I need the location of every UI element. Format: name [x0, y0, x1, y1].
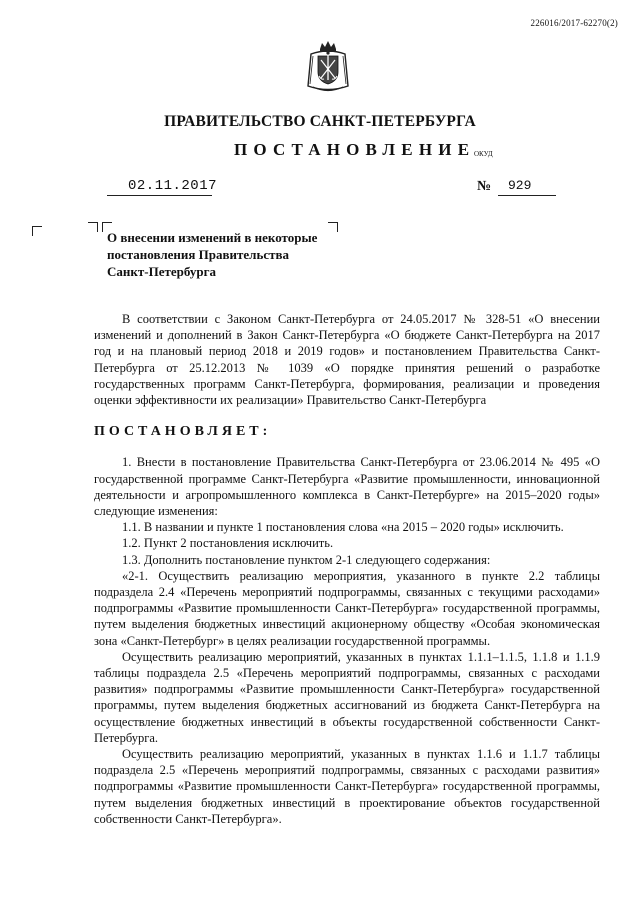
number-sign: № — [477, 179, 492, 194]
subject-bracket-right-outer — [88, 222, 98, 232]
preamble-paragraph: В соответствии с Законом Санкт-Петербурга от 24.05.2017 № 328-51 «О внесении изменений и дополнений в Закон Санкт-Петербурга «О бюджете Санкт-Петербурга на 2017 год и на плановый период 2018 и 2019 годов» и постановлением Правительства Санкт-Петербурга от 25.12.2013 № 1039 «О порядке принятия решений о разработке государственных программ Санкт-Петербурга, формирования, реализации и проведения оценки эффективности их реализации» Правительство Санкт-Петербурга — [94, 312, 600, 408]
item-2-1-paragraph: «2-1. Осуществить реализацию мероприятия, указанного в пункте 2.2 таблицы подраздела 2.4 «Перечень мероприятий подпрограммы, связанных с текущими расходами» подпрограммы «Развитие промышленности Санкт-Петербурга» государственной программы, путем выделения бюджетных инвестиций акционерному обществу «Особая экономическая зона «Санкт-Петербург» в целях реализации государственной программы. — [94, 568, 600, 648]
item-1-paragraph: 1. Внести в постановление Правительства Санкт-Петербурга от 23.06.2014 № 495 «О государственной программе Санкт-Петербурга «Развитие промышленности, инновационной деятельности и агропромышленного комплекса в Санкт-Петербурге» на 2015–2020 годы» следующие изменения: — [94, 455, 600, 519]
document-subject — [107, 229, 317, 280]
coat-of-arms-icon — [305, 40, 351, 96]
okud-label: ОКУД — [474, 150, 493, 158]
subject-line: Санкт-Петербурга — [107, 264, 216, 279]
item-1-1-paragraph: 1.1. В названии и пункте 1 постановления слова «на 2015 – 2020 годы» исключить. — [122, 520, 564, 535]
implementation-paragraph: Осуществить реализацию мероприятий, указанных в пунктах 1.1.1–1.1.5, 1.1.8 и 1.1.9 таблицы подраздела 2.5 «Перечень мероприятий подпрограммы, связанных с расходами развития» подпрограммы «Развитие промышленности Санкт-Петербурга» государственной программы, путем выделения бюджетных ассигнований из бюджета Санкт-Петербурга на осуществление бюджетных инвестиций в объекты государственной собственности Санкт-Петербурга. — [94, 649, 600, 745]
resolves-heading: ПОСТАНОВЛЯЕТ: — [94, 424, 272, 440]
subject-bracket-right — [328, 222, 338, 232]
document-type-title: ПОСТАНОВЛЕНИЕ — [234, 140, 476, 159]
date-underline — [107, 195, 212, 196]
item-1-2-paragraph: 1.2. Пункт 2 постановления исключить. — [122, 536, 334, 551]
number-underline — [498, 195, 556, 196]
implementation-paragraph: Осуществить реализацию мероприятий, указанных в пунктах 1.1.6 и 1.1.7 таблицы подраздела 2.5 «Перечень мероприятий подпрограммы, связанных с расходами развития» подпрограммы «Развитие промышленности Санкт-Петербурга» государственной программы, путем выделения бюджетных инвестиций в проектирование объектов государственной собственности Санкт-Петербурга». — [94, 747, 600, 826]
document-registration-number: 226016/2017-62270(2) — [530, 18, 618, 28]
subject-line: постановления Правительства — [107, 247, 289, 262]
left-margin-bracket — [32, 226, 42, 236]
document-body — [94, 311, 600, 827]
government-title: ПРАВИТЕЛЬСТВО САНКТ-ПЕТЕРБУРГА — [164, 113, 476, 130]
item-1-3-paragraph: 1.3. Дополнить постановление пунктом 2-1 следующего содержания: — [122, 552, 491, 567]
document-number: 929 — [508, 178, 532, 193]
document-date: 02.11.2017 — [128, 178, 218, 194]
subject-line: О внесении изменений в некоторые — [107, 230, 318, 245]
